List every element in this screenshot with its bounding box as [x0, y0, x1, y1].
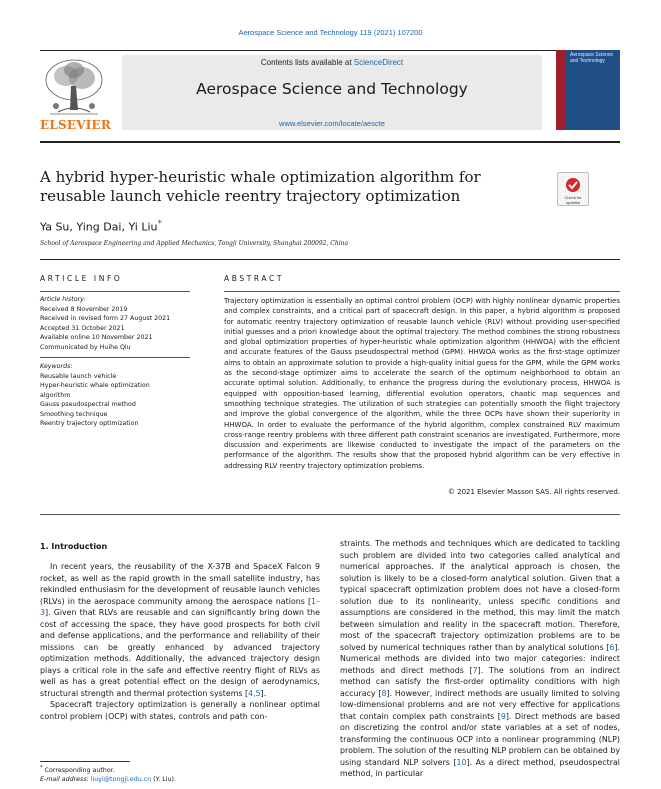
check-for-updates-label: Check for updates	[564, 195, 582, 205]
keyword-item: Gauss pseudospectral method	[40, 401, 136, 408]
email-suffix: (Y. Liu).	[153, 775, 176, 783]
body-text: ]. Direct methods are based on discretizing the control and/or state variables at a set of nodes, transforming the continuous OCP into a nonlinear programming (NLP) problem. The solution of the resulting NLP problem can be obtained by using standard NLP solvers [	[340, 711, 620, 767]
journal-reference[interactable]: Aerospace Science and Technology 119 (2021) 107200	[238, 28, 423, 37]
article-title: A hybrid hyper-heuristic whale optimization algorithm for reusable launch vehicle reentry trajectory optimization	[40, 168, 481, 205]
citation-link[interactable]: 8	[381, 688, 387, 698]
journal-cover-title: Aerospace Science and Technology	[570, 52, 614, 64]
abstract-rule	[224, 291, 620, 292]
history-item: Accepted 31 October 2021	[40, 324, 125, 332]
intro-paragraph	[40, 561, 320, 699]
check-for-updates-badge[interactable]	[557, 172, 589, 206]
citation-link[interactable]: 1–3	[40, 596, 320, 617]
body-text: ]. As a direct method, pseudospectral method, in particular	[340, 757, 620, 778]
body-text: straints. The methods and techniques which are dedicated to tackling such problem are divided into two categories called analytical and numerical approaches. If the analytical approach is chosen, the solution is likely to be a closed-form analytical solution. Given that a typical spacecraft optimization problem does not have a closed-form solution due to its nonlinearity, unless specific conditions and assumptions are considered in the method, this may limit the match between simulation and reality in the spacecraft motion. Therefore, most of the spacecraft trajectory optimization problems are to be solved by numerical techniques rather than by analytical solutions [	[340, 539, 620, 652]
abstract-heading: ABSTRACT	[224, 274, 285, 283]
author-email-link[interactable]: liuyi@tongji.edu.cn	[90, 775, 152, 783]
article-history-label: Article history:	[40, 296, 86, 303]
contents-available-line	[122, 58, 542, 67]
intro-paragraph: Spacecraft trajectory optimization is generally a nonlinear optimal control problem (OCP) with states, controls and path con-	[40, 700, 320, 721]
header-top-rule	[40, 50, 620, 51]
history-item: Communicated by Huihe Qiu	[40, 343, 131, 351]
footnote-email-line	[40, 776, 176, 785]
body-text: ]. Given that RLVs are reusable and can significantly bring down the cost of accessing the space, they have good prospects for both civil and defense applications, and the performance and reliability of their missions can be greatly enhanced by advanced trajectory optimization methods. Additionally, the advanced trajectory design plays a critical role in the safe and effective reentry flight of RLVs as well as has a great potential effect on the design of aerodynamics, structural strength and thermal protection systems [	[40, 608, 320, 698]
citation-link[interactable]: 7	[472, 665, 478, 675]
sciencedirect-link[interactable]: ScienceDirect	[353, 58, 404, 67]
keyword-item: Smoothing technique	[40, 410, 108, 418]
journal-cover-stripe	[556, 50, 566, 130]
citation-link[interactable]: 9	[500, 711, 506, 721]
footnote-corresponding	[40, 764, 176, 776]
history-item: Received 8 November 2019	[40, 305, 128, 313]
intro-paragraph	[340, 538, 620, 780]
keywords-rule	[40, 357, 190, 358]
journal-title: Aerospace Science and Technology	[196, 80, 468, 98]
author-list	[40, 218, 162, 234]
header-bottom-rule	[40, 141, 620, 143]
title-block-rule	[40, 259, 620, 260]
body-column-right	[340, 538, 620, 780]
keyword-item: Reentry trajectory optimization	[40, 420, 139, 427]
author-names: Ya Su, Ying Dai, Yi Liu	[40, 220, 158, 234]
footnote-corresponding-text: Corresponding author.	[44, 767, 115, 775]
footnote	[40, 764, 176, 784]
keywords-label: Keywords:	[40, 363, 73, 370]
body-text: In recent years, the reusability of the X-37B and SpaceX Falcon 9 rocket, as well as the rapid growth in the small satellite industry, has rekindled enthusiasm for the development of reusable launch vehicles (RLVs) in the aerospace community among the aerospace nations [	[40, 562, 320, 606]
article-info-heading: ARTICLE INFO	[40, 274, 123, 283]
abstract-bottom-rule	[40, 514, 620, 515]
elsevier-wordmark[interactable]: ELSEVIER	[40, 118, 112, 132]
citation-link[interactable]: 10	[456, 757, 467, 767]
article-history	[40, 295, 190, 352]
keywords	[40, 362, 170, 429]
body-column-left	[40, 561, 320, 722]
body-text: ]. Numerical methods are divided into two major categories: indirect methods and direct methods [	[340, 642, 620, 675]
history-item: Available online 10 November 2021	[40, 334, 153, 341]
footnote-mark: *	[40, 765, 43, 771]
email-label: E-mail address:	[40, 775, 89, 783]
keyword-item: Hyper-heuristic whale optimization algorithm	[40, 382, 150, 399]
contents-prefix: Contents lists available at	[260, 58, 352, 67]
body-text: ]. The solutions from an indirect method can satisfy the first-order optimality conditions with high accuracy [	[340, 665, 620, 698]
corresponding-author-mark[interactable]: *	[157, 218, 163, 229]
introduction-heading: 1. Introduction	[40, 542, 108, 551]
citation-link[interactable]: 6	[609, 642, 615, 652]
body-text: ]. However, indirect methods are usually limited to solving low-dimensional problems and are not very effective for applications that contain complex path constraints [	[340, 688, 620, 721]
keyword-item: Reusable launch vehicle	[40, 372, 117, 380]
body-text: ].	[260, 688, 267, 698]
footnote-rule	[40, 761, 130, 762]
journal-url-link[interactable]: www.elsevier.com/locate/aescte	[279, 119, 385, 128]
abstract-text: Trajectory optimization is essentially an optimal control problem (OCP) with highly nonlinear dynamic properties and complex constraints, and a critical part of spacecraft design. In this paper, a hybrid algorithm is proposed for automatic reentry trajectory optimization of reusable launch vehicle (RLV) without providing user-specified initial guesses and a priori knowledge about the optimal trajectory. The method combines the strong robustness and global optimization properties of hyper-heuristic whale optimization algorithm (HHWOA) with the efficient and accurate features of the Gauss pseudospectral method (GPM). HHWOA works as the first-stage optimizer aims to obtain an approximate solution to provide a high-quality initial guess for the GPM, while the GPM works as the second-stage optimizer aims to accelerate the search of the optimum neighborhood to obtain an accurate optimal solution. Additionally, to enhance the progress during the evolutionary process, HHWOA is equipped with opposition-based learning, differential evolution operators, chaotic map sequences and smoothing technique strategies. The utilization of such strategies can potentially smooth the flight trajectory and improve the global convergence of the algorithm, while the three OCPs have shown their superiority in HHWOA. In order to evaluate the performance of the hybrid algorithm, complex constrained RLV maximum cross-range reentry problems with three different path constraint scenarios are investigated. Furthermore, more discussion and experiments are likewise conducted to investigate the impact of the parameters on the performance of the algorithm. The results show that the proposed hybrid algorithm can be very effective in addressing RLV reentry trajectory optimization problems.	[224, 297, 620, 470]
affiliation: School of Aerospace Engineering and Applied Mechanics, Tongji University, Shanghai 200092, China	[40, 240, 349, 247]
citation-link[interactable]: 4,5	[248, 688, 261, 698]
article-info-rule	[40, 291, 190, 292]
history-item: Received in revised form 27 August 2021	[40, 315, 171, 322]
copyright-notice: © 2021 Elsevier Masson SAS. All rights reserved.	[447, 488, 620, 496]
